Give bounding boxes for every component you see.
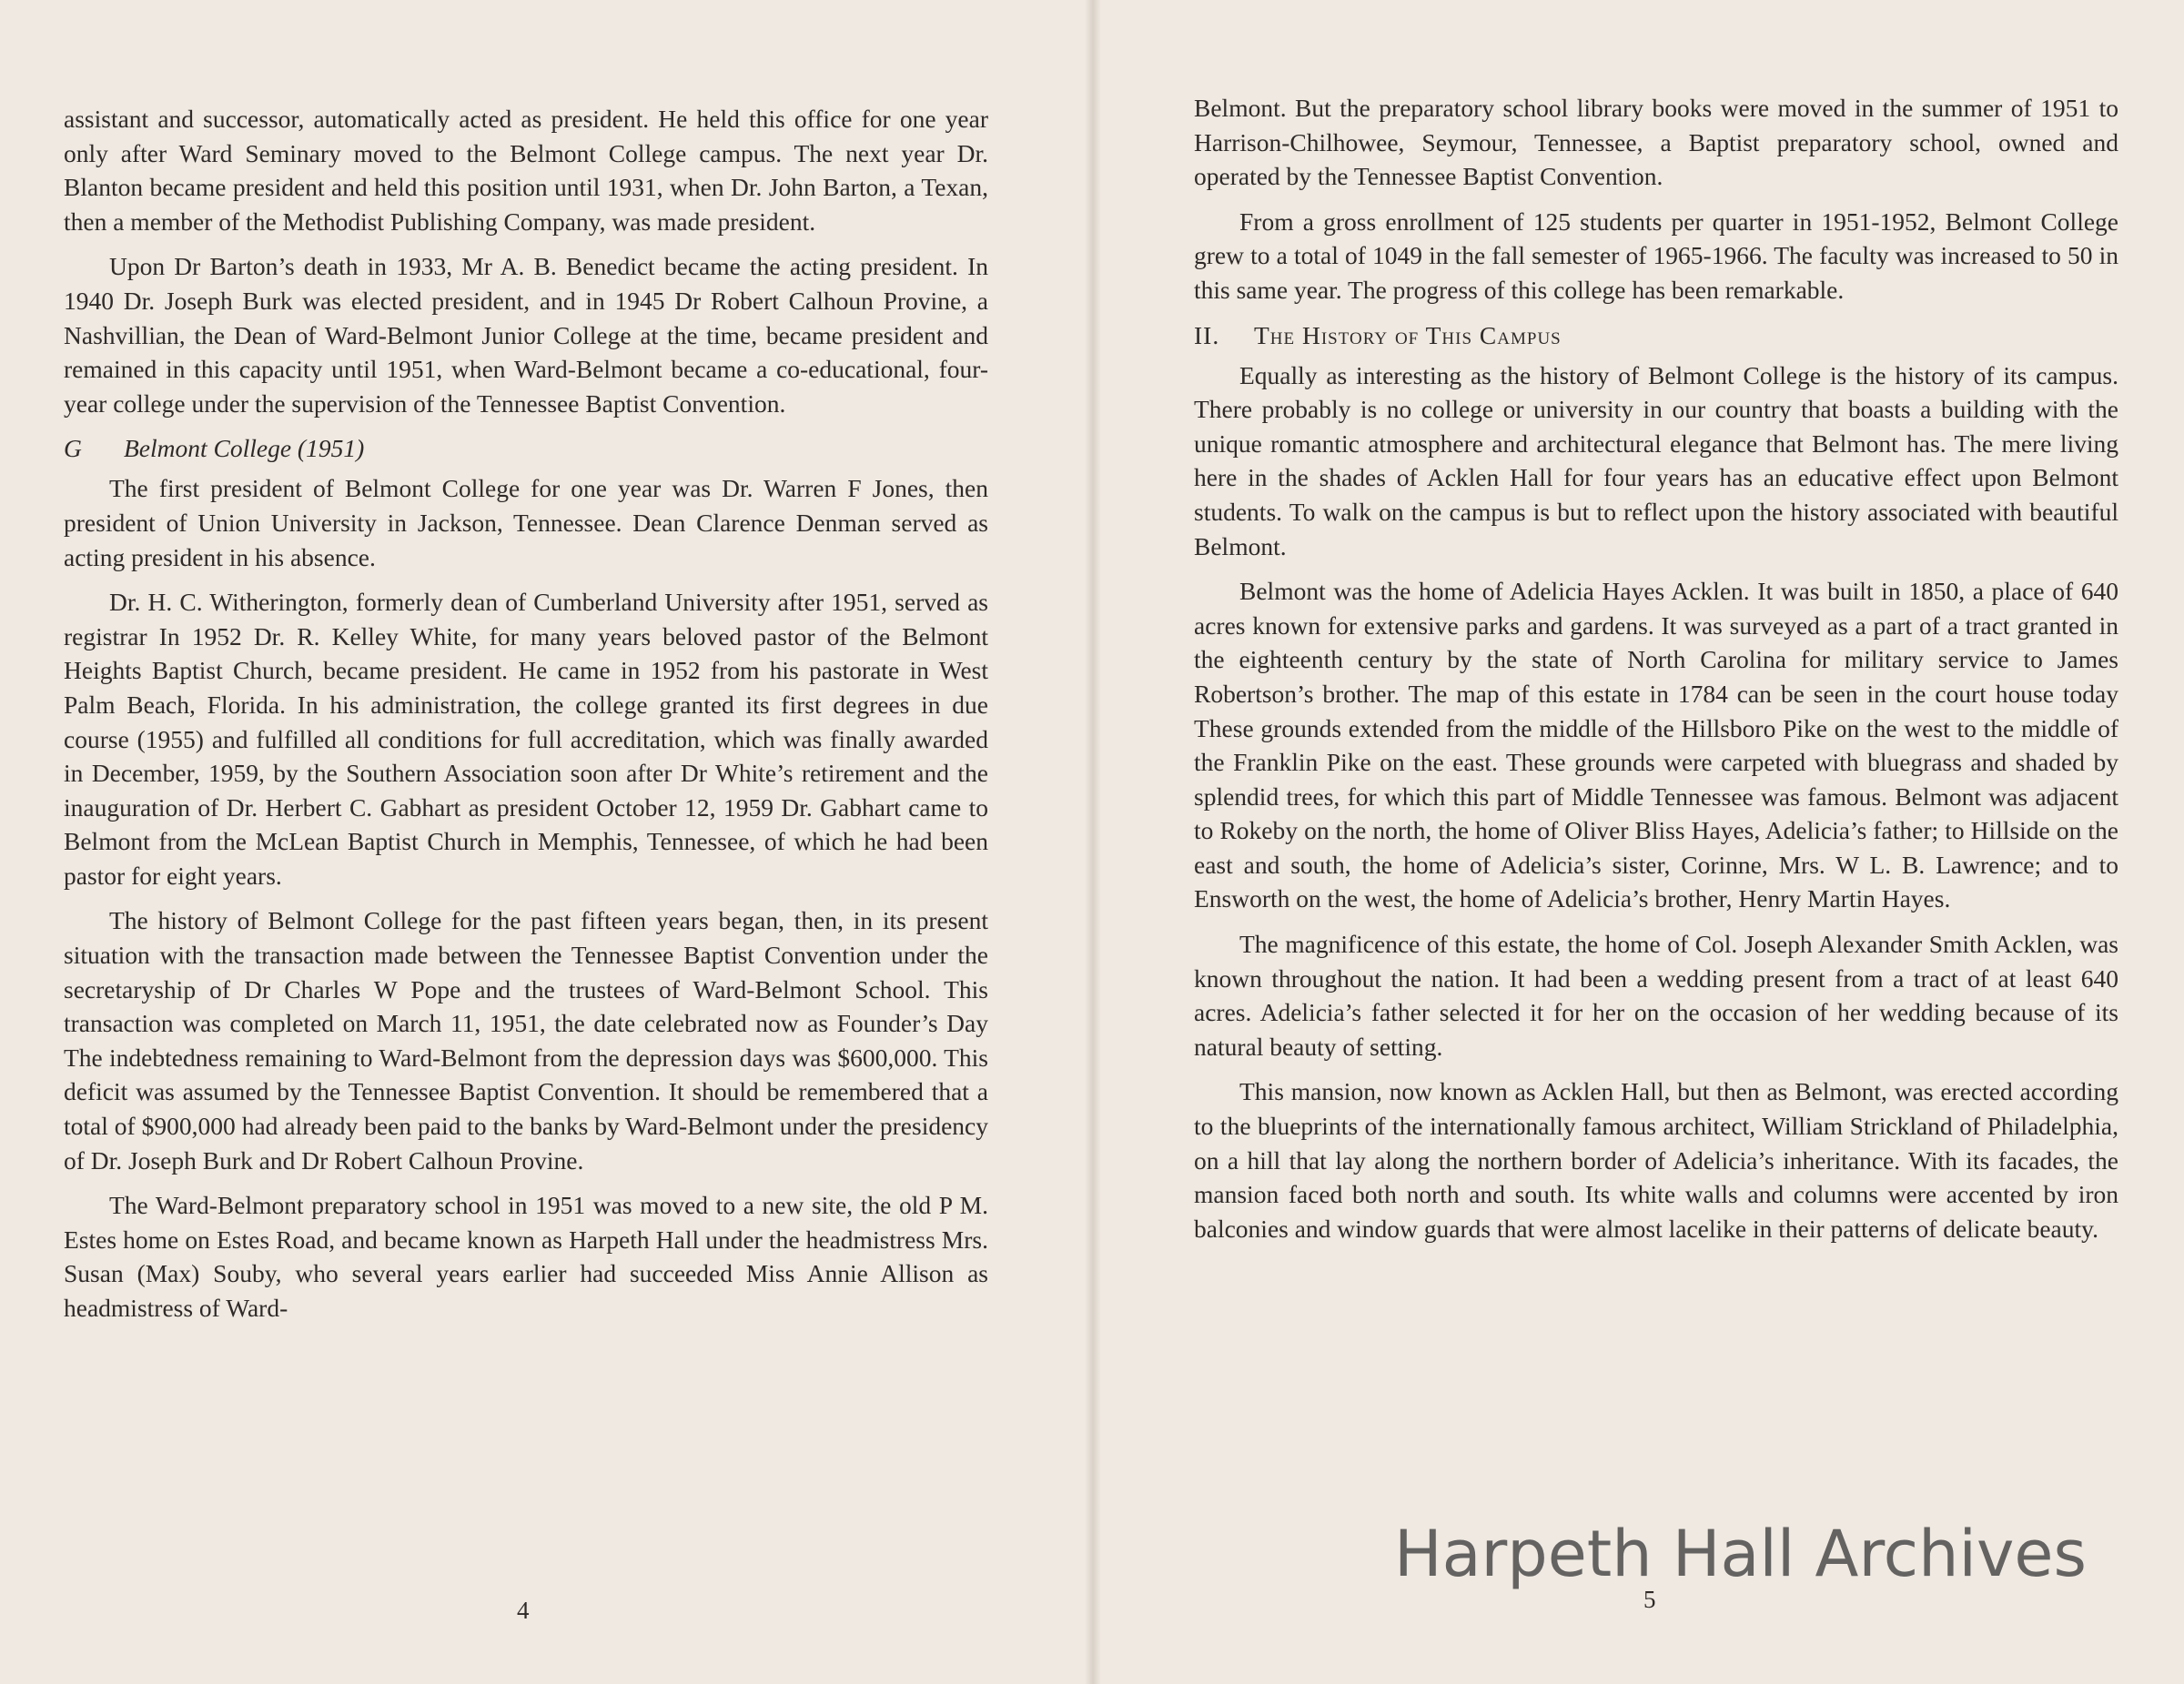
section-number: II.	[1194, 320, 1220, 349]
paragraph: This mansion, now known as Acklen Hall, but then as Belmont, was erected according to the blueprints of the internationally famous architect, William Strickland of Philadelphia, on a hill that lay along the northern border of Adelicia’s inheritance. With its facades, the mansion faced both north and south. Its white walls and columns were accented by iron balconies and window guards that were almost lacelike in their patterns of delicate beauty.	[1194, 1077, 2118, 1243]
paragraph: From a gross enrollment of 125 students per quarter in 1951-1952, Belmont College grew to a total of 1049 in the fall semester of 1965-1966. The faculty was increased to 50 in this same year. The progress of this college has been remarkable.	[1194, 207, 2118, 304]
page-number: 5	[1643, 1586, 1656, 1613]
paragraph: The Ward-Belmont preparatory school in 1951 was moved to a new site, the old P M. Estes home on Estes Road, and became known as Harpeth Hall under the headmistress Mrs. Susan (Max) Souby, who several years earlier had succeeded Miss Annie Allison as headmistress of Ward-	[64, 1191, 988, 1322]
section-title: The History of This Campus	[1254, 320, 1562, 349]
section-heading	[1194, 318, 2118, 353]
paragraph: The history of Belmont College for the past fifteen years began, then, in its present situation with the transaction made between the Tennessee Baptist Convention under the secretaryship of Dr Charles W Pope and the trustees of Ward-Belmont School. This transaction was completed on March 11, 1951, the date celebrated now as Founder’s Day The indebtedness remaining to Ward-Belmont from the depression days was $600,000. This deficit was assumed by the Tennessee Baptist Convention. It should be remembered that a total of $900,000 had already been paid to the banks by Ward-Belmont under the presidency of Dr. Joseph Burk and Dr Robert Calhoun Provine.	[64, 906, 988, 1175]
paragraph: assistant and successor, automatically acted as president. He held this office for one year only after Ward Seminary moved to the Belmont College campus. The next year Dr. Blanton became president and held this position until 1931, when Dr. John Barton, a Texan, then a member of the Methodist Publishing Company, was made president.	[64, 105, 988, 236]
paragraph: Upon Dr Barton’s death in 1933, Mr A. B. Benedict became the acting president. In 1940 Dr. Joseph Burk was elected president, and in 1945 Dr Robert Calhoun Provine, a Nashvillian, the Dean of Ward-Belmont Junior College at the time, became president and remained in this capacity until 1951, when Ward-Belmont became a co-educational, four-year college under the supervision of the Tennessee Baptist Convention.	[64, 252, 988, 418]
right-page-text	[1194, 91, 2118, 1256]
section-heading	[64, 431, 988, 466]
page-gutter	[1085, 0, 1101, 1684]
left-page-text	[64, 102, 988, 1336]
paragraph: The magnificence of this estate, the home of Col. Joseph Alexander Smith Acklen, was known throughout the nation. It had been a wedding present from a tract of at least 640 acres. Adelicia’s father selected it for her on the occasion of her wedding because of its natural beauty of setting.	[1194, 930, 2118, 1061]
left-page	[64, 0, 988, 1684]
right-page	[1194, 0, 2118, 1684]
paragraph: Equally as interesting as the history of Belmont College is the history of its campus. There probably is no college or university in our country that boasts a building with the unique romantic atmosphere and architectural elegance that Belmont has. The mere living here in the shades of Acklen Hall for four years has an educative effect upon Belmont students. To walk on the campus is but to reflect upon the history associated with beautiful Belmont.	[1194, 360, 2118, 560]
paragraph: The first president of Belmont College for one year was Dr. Warren F Jones, then president of Union University in Jackson, Tennessee. Dean Clarence Denman served as acting president in his absence.	[64, 474, 988, 571]
page-number: 4	[517, 1597, 530, 1624]
archive-watermark: Harpeth Hall Archives	[1394, 1517, 2087, 1591]
section-letter: G	[64, 434, 82, 463]
section-title: Belmont College (1951)	[124, 434, 365, 463]
paragraph: Belmont. But the preparatory school library books were moved in the summer of 1951 to Harrison-Chilhowee, Seymour, Tennessee, a Baptist preparatory school, owned and operated by the Tennessee Baptist Convention.	[1194, 94, 2118, 191]
paragraph: Dr. H. C. Witherington, formerly dean of Cumberland University after 1951, served as registrar In 1952 Dr. R. Kelley White, for many years beloved pastor of the Belmont Heights Baptist Church, became president. He came in 1952 from his pastorate in West Palm Beach, Florida. In his administration, the college granted its first degrees in due course (1955) and fulfilled all conditions for full accreditation, which was finally awarded in December, 1959, by the Southern Association soon after Dr White’s retirement and the inauguration of Dr. Herbert C. Gabhart as president October 12, 1959 Dr. Gabhart came to Belmont from the McLean Baptist Church in Memphis, Tennessee, of which he had been pastor for eight years.	[64, 588, 988, 890]
paragraph: Belmont was the home of Adelicia Hayes Acklen. It was built in 1850, a place of 640 acres known for extensive parks and gardens. It was surveyed as a part of a tract granted in the eighteenth century by the state of North Carolina for military service to James Robertson’s brother. The map of this estate in 1784 can be seen in the court house today These grounds extended from the middle of the Hillsboro Pike on the west to the middle of the Franklin Pike on the east. These grounds were carpeted with bluegrass and shaded by splendid trees, for which this part of Middle Tennessee was famous. Belmont was adjacent to Rokeby on the north, the home of Oliver Bliss Hayes, Adelicia’s father; to Hillside on the east and south, the home of Adelicia’s sister, Corinne, Mrs. W L. B. Lawrence; and to Ensworth on the west, the home of Adelicia’s brother, Henry Martin Hayes.	[1194, 577, 2118, 913]
